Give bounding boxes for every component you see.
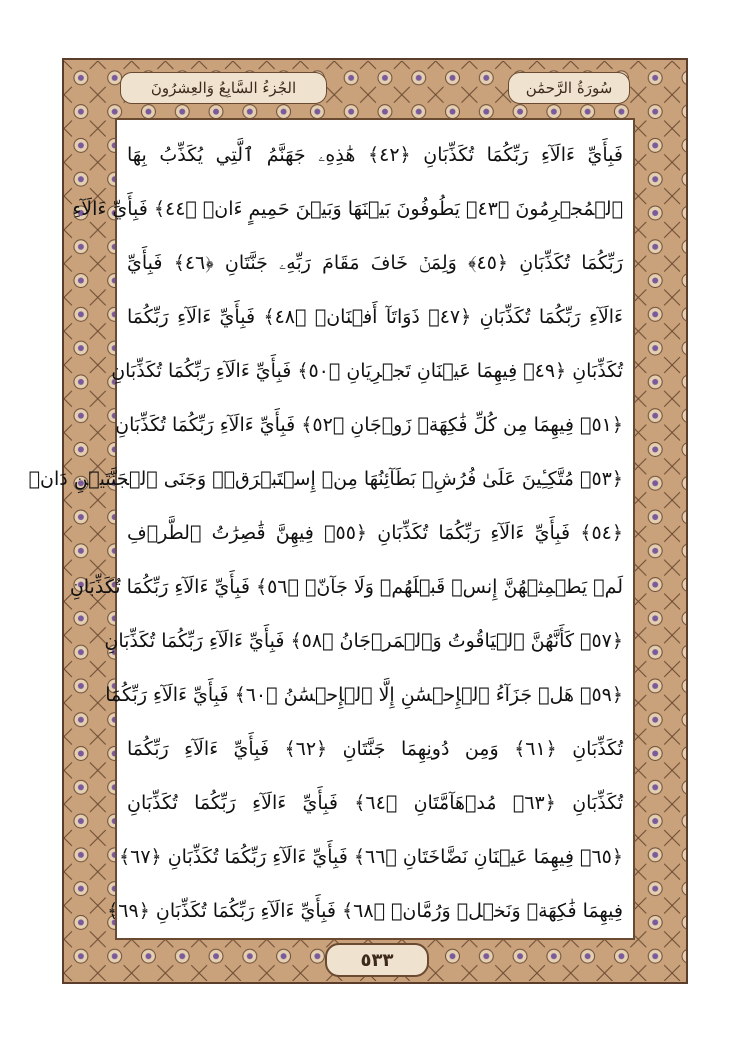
verse-lines [28,128,624,930]
verse-line: رَبِّكُمَا تُكَذِّبَانِ ﴿٤٥﴾ وَلِمَنۡ خَافَ مَقَامَ رَبِّهِۦ جَنَّتَانِ ﴿٤٦﴾ فَبِأَيِّ [127,252,624,274]
verse-line: ﴿٥١﴾ فِيهِمَا مِن كُلِّ فَٰكِهَةٖ زَوۡجَانِ ﴿٥٢﴾ فَبِأَيِّ ءَالَآءِ رَبِّكُمَا تُكَذِّبَانِ [115,414,623,436]
surah-label: سُورَةُ الرَّحمَٰن [525,79,613,97]
verse-line: تُكَذِّبَانِ ﴿٤٩﴾ فِيهِمَا عَيۡنَانِ تَجۡرِيَانِ ﴿٥٠﴾ فَبِأَيِّ ءَالَآءِ رَبِّكُمَا تُكَذِّبَانِ [111,360,623,382]
verse-line: ﴿٦٥﴾ فِيهِمَا عَيۡنَانِ نَضَّاخَتَانِ ﴿٦٦﴾ فَبِأَيِّ ءَالَآءِ رَبِّكُمَا تُكَذِّبَانِ ﴿٦٧﴾ [118,846,623,868]
page-number-cartouche [325,943,429,977]
verse-line: ﴿٥٩﴾ هَلۡ جَزَآءُ ٱلۡإِحۡسَٰنِ إِلَّا ٱلۡإِحۡسَٰنُ ﴿٦٠﴾ فَبِأَيِّ ءَالَآءِ رَبِّكُمَا [105,684,623,706]
text-panel [28,118,635,940]
verse-line: ءَالَآءِ رَبِّكُمَا تُكَذِّبَانِ ﴿٤٧﴾ ذَوَاتَآ أَفۡنَانٖ ﴿٤٨﴾ فَبِأَيِّ ءَالَآءِ رَبِّكُمَا [127,306,623,328]
verse-line: ﴿٥٤﴾ فَبِأَيِّ ءَالَآءِ رَبِّكُمَا تُكَذِّبَانِ ﴿٥٥﴾ فِيهِنَّ قَٰصِرَٰتُ ٱلطَّرۡفِ [127,522,623,544]
verse-line: ﴿٥٣﴾ مُتَّكِـِٔينَ عَلَىٰ فُرُشِۭ بَطَآئِنُهَا مِنۡ إِسۡتَبۡرَقٖۚ وَجَنَى ٱلۡجَنَّتَيۡنِ دَانٖ [28,468,623,490]
verse-line: فَبِأَيِّ ءَالَآءِ رَبِّكُمَا تُكَذِّبَانِ ﴿٤٢﴾ هَٰذِهِۦ جَهَنَّمُ ٱلَّتِي يُكَذِّبُ بِهَا [127,144,623,166]
verse-line: ﴿٥٧﴾ كَأَنَّهُنَّ ٱلۡيَاقُوتُ وَٱلۡمَرۡجَانُ ﴿٥٨﴾ فَبِأَيِّ ءَالَآءِ رَبِّكُمَا تُكَذِّبَانِ [104,630,623,652]
verse-line: تُكَذِّبَانِ ﴿٦١﴾ وَمِن دُونِهِمَا جَنَّتَانِ ﴿٦٢﴾ فَبِأَيِّ ءَالَآءِ رَبِّكُمَا [127,738,623,760]
juz-label-cartouche [120,72,327,104]
verse-line: تُكَذِّبَانِ ﴿٦٣﴾ مُدۡهَآمَّتَانِ ﴿٦٤﴾ فَبِأَيِّ ءَالَآءِ رَبِّكُمَا تُكَذِّبَانِ [127,792,623,814]
page-header [120,68,630,106]
verse-line: فِيهِمَا فَٰكِهَةٞ وَنَخۡلٞ وَرُمَّانٞ ﴿٦٨﴾ فَبِأَيِّ ءَالَآءِ رَبِّكُمَا تُكَذِّبَانِ ﴿٦٩﴾ [107,900,623,922]
surah-label-cartouche [508,72,630,104]
verse-line: ٱلۡمُجۡرِمُونَ ﴿٤٣﴾ يَطُوفُونَ بَيۡنَهَا وَبَيۡنَ حَمِيمٍ ءَانٖ ﴿٤٤﴾ فَبِأَيِّ ءَالَآءِ [72,198,623,220]
juz-label: الجُزءُ السَّابِعُ وَالعِشرُونَ [150,79,297,97]
page-number: ٥٣٣ [360,949,394,971]
verse-line: لَمۡ يَطۡمِثۡهُنَّ إِنسٞ قَبۡلَهُمۡ وَلَا جَآنّٞ ﴿٥٦﴾ فَبِأَيِّ ءَالَآءِ رَبِّكُمَا تُكَذِّبَانِ [69,576,623,598]
